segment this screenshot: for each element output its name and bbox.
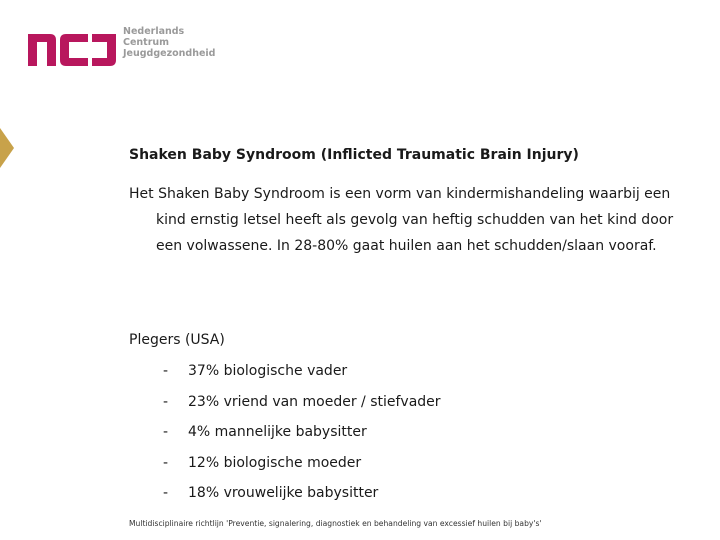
dash-bullet: -	[163, 424, 169, 440]
list-item	[163, 485, 441, 516]
accent-arrow-icon	[0, 128, 14, 168]
dash-bullet: -	[163, 363, 169, 379]
list-item-text: 12% biologische moeder	[188, 454, 362, 471]
logo-line: Centrum	[123, 37, 170, 48]
list-item-text: 4% mannelijke babysitter	[188, 424, 367, 440]
logo-line: Jeugdgezondheid	[123, 48, 216, 59]
list-item-text: 37% biologische vader	[188, 363, 348, 379]
list-item	[163, 394, 441, 425]
logo-line: Nederlands	[123, 26, 185, 37]
perpetrators-list	[163, 363, 441, 516]
list-item	[163, 424, 441, 455]
perpetrators-heading: Plegers (USA)	[129, 332, 225, 348]
intro-paragraph: Het Shaken Baby Syndroom is een vorm van kindermishandeling waarbij een kind ernstig letsel heeft als gevolg van heftig schudden van het kind door een volwassene. In 28-80% gaat huilen aan het schudden/slaan vooraf.	[129, 186, 674, 254]
dash-bullet: -	[163, 485, 169, 501]
dash-bullet: -	[163, 393, 169, 410]
list-item-text: 18% vrouwelijke babysitter	[188, 485, 379, 501]
ncj-logo	[28, 26, 216, 70]
list-item	[163, 455, 441, 486]
dash-bullet: -	[163, 454, 169, 471]
footer-source: Multidisciplinaire richtlijn 'Preventie, signalering, diagnostiek en behandeling van excessief huilen bij baby's'	[129, 519, 542, 528]
slide-title: Shaken Baby Syndroom (Inflicted Traumatic Brain Injury)	[129, 147, 579, 163]
logo-wordmark	[123, 26, 215, 59]
ncj-logo-mark	[28, 28, 118, 68]
list-item	[163, 363, 441, 394]
list-item-text: 23% vriend van moeder / stiefvader	[188, 393, 441, 410]
